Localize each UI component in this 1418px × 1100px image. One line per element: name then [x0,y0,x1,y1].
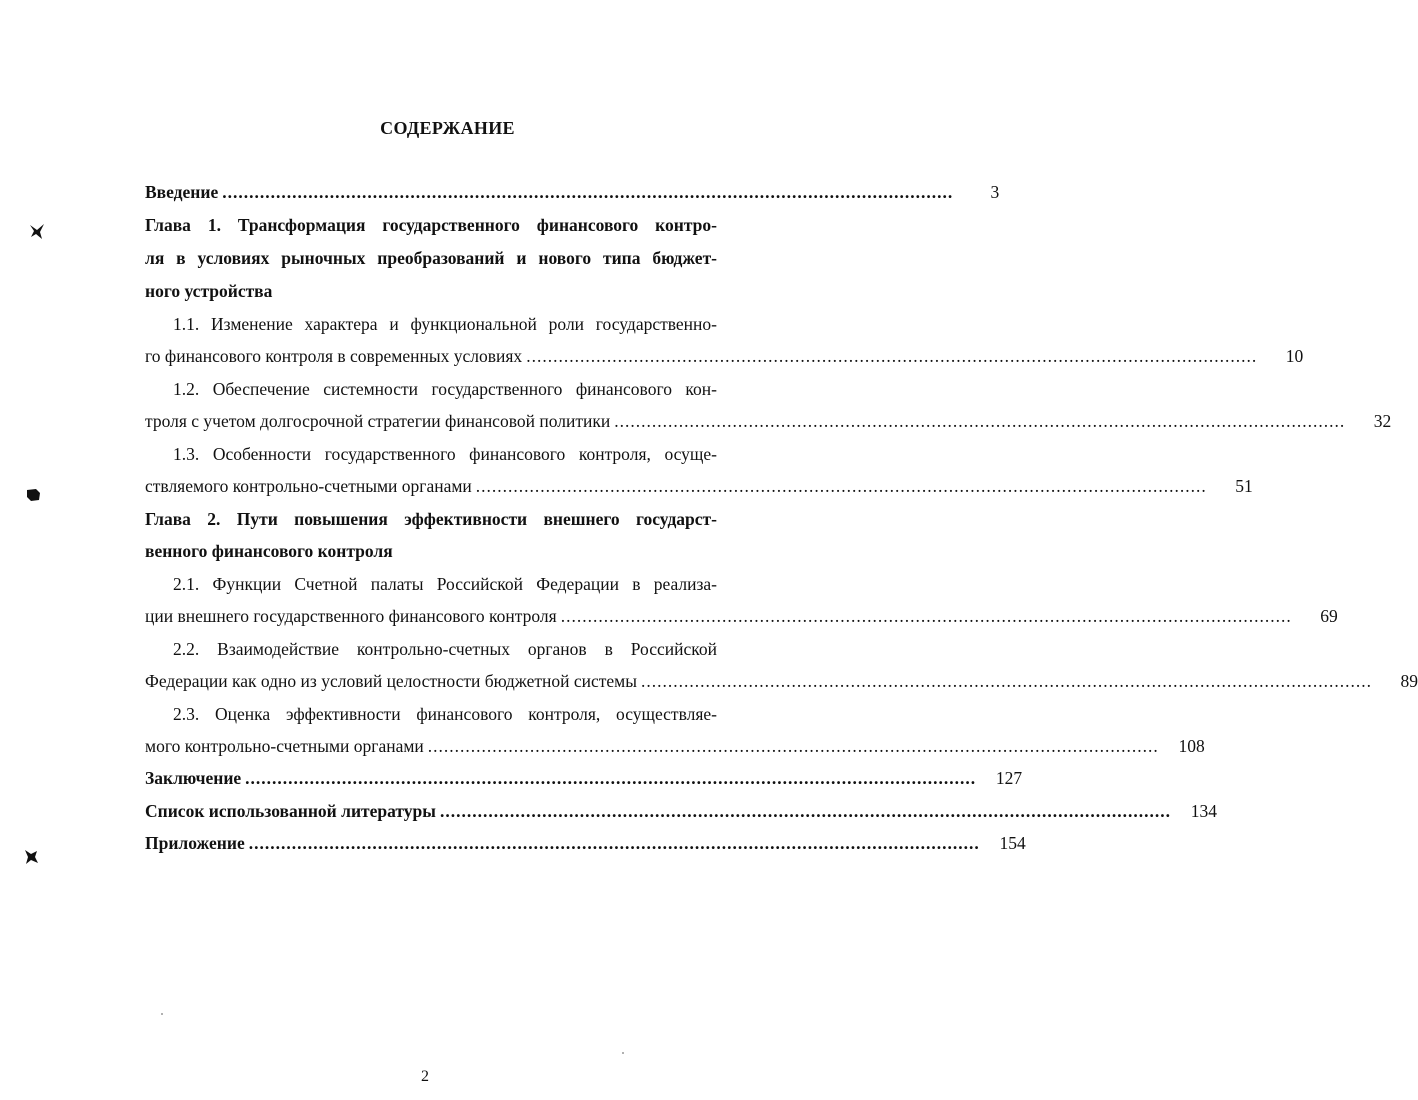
toc-entry-intro[interactable] [145,176,1000,208]
toc-entry-label: Федерации как одно из условий целостности бюджетной системы [145,671,638,691]
toc-section-2-2[interactable] [145,665,1418,697]
toc-section-1-1[interactable] [145,340,1304,372]
toc-chapter-2-line-1[interactable]: Глава 2. Пути повышения эффективности внешнего государст- [145,509,717,529]
toc-page-number: 69 [1320,606,1338,626]
leader-dots: ........................................................................................................................................ [526,346,1258,366]
toc-entry-appendix[interactable] [145,827,1026,859]
toc-chapter-2-line-2[interactable]: венного финансового контроля [145,541,393,561]
leader-dots: ........................................................................................................................................ [641,671,1373,691]
toc-section-2-1-line-1[interactable]: 2.1. Функции Счетной палаты Российской Федерации в реализа- [173,574,717,594]
toc-page-number: 32 [1373,411,1392,431]
toc-entry-label: Приложение [145,833,245,853]
toc-entry-label: Заключение [145,768,242,788]
toc-chapter-1-line-3[interactable]: ного устройства [145,281,273,301]
toc-section-2-1[interactable] [145,600,1338,632]
toc-entry-label: ствляемого контрольно-счетными органами [145,476,472,496]
page-number: 2 [421,1068,429,1085]
scan-speck [622,1052,624,1054]
toc-entry-label: го финансового контроля в современных условиях [145,346,523,366]
toc-entry-label: мого контрольно-счетными органами [145,736,424,756]
scan-mark-icon [28,222,46,240]
leader-dots: ........................................................................................................................................ [248,833,980,853]
page-title: СОДЕРЖАНИЕ [380,118,515,138]
toc-page-number: 134 [1190,801,1217,821]
scan-speck [161,1013,163,1015]
leader-dots: ........................................................................................................................................ [475,476,1207,496]
scan-mark-icon [24,486,42,504]
leader-dots: ........................................................................................................................................ [560,606,1292,626]
toc-page-number: 154 [999,833,1026,853]
scan-mark-icon [22,848,40,866]
toc-section-1-2[interactable] [145,405,1392,437]
toc-section-1-3-line-1[interactable]: 1.3. Особенности государственного финансового контроля, осуще- [173,444,717,464]
toc-section-2-2-line-1[interactable]: 2.2. Взаимодействие контрольно-счетных органов в Российской [173,639,717,659]
leader-dots: ........................................................................................................................................ [614,411,1346,431]
toc-entry-references[interactable] [145,795,1217,827]
toc-page-number: 89 [1400,671,1418,691]
toc-entry-label: ции внешнего государственного финансового контроля [145,606,557,626]
toc-page-number: 127 [995,768,1023,788]
toc-section-1-3[interactable] [145,470,1253,502]
toc-page-number: 3 [990,182,1000,202]
toc-chapter-1-line-1[interactable]: Глава 1. Трансформация государственного финансового контро- [145,215,717,235]
leader-dots: ........................................................................................................................................ [222,182,954,202]
leader-dots: ........................................................................................................................................ [439,801,1171,821]
toc-entry-label: Введение [145,182,219,202]
toc-entry-label: троля с учетом долгосрочной стратегии финансовой политики [145,411,611,431]
toc-chapter-1-line-2[interactable]: ля в условиях рыночных преобразований и нового типа бюджет- [145,248,717,268]
toc-entry-conclusion[interactable] [145,762,1023,794]
toc-page-number: 10 [1285,346,1304,366]
leader-dots: ........................................................................................................................................ [427,736,1159,756]
toc-page-number: 51 [1235,476,1253,496]
toc-section-2-3-line-1[interactable]: 2.3. Оценка эффективности финансового контроля, осуществляе- [173,704,717,724]
toc-section-1-2-line-1[interactable]: 1.2. Обеспечение системности государственного финансового кон- [173,379,717,399]
toc-section-2-3[interactable] [145,730,1205,762]
toc-page-number: 108 [1178,736,1205,756]
toc-section-1-1-line-1[interactable]: 1.1. Изменение характера и функциональной роли государственно- [173,314,717,334]
toc-entry-label: Список использованной литературы [145,801,436,821]
leader-dots: ........................................................................................................................................ [245,768,977,788]
